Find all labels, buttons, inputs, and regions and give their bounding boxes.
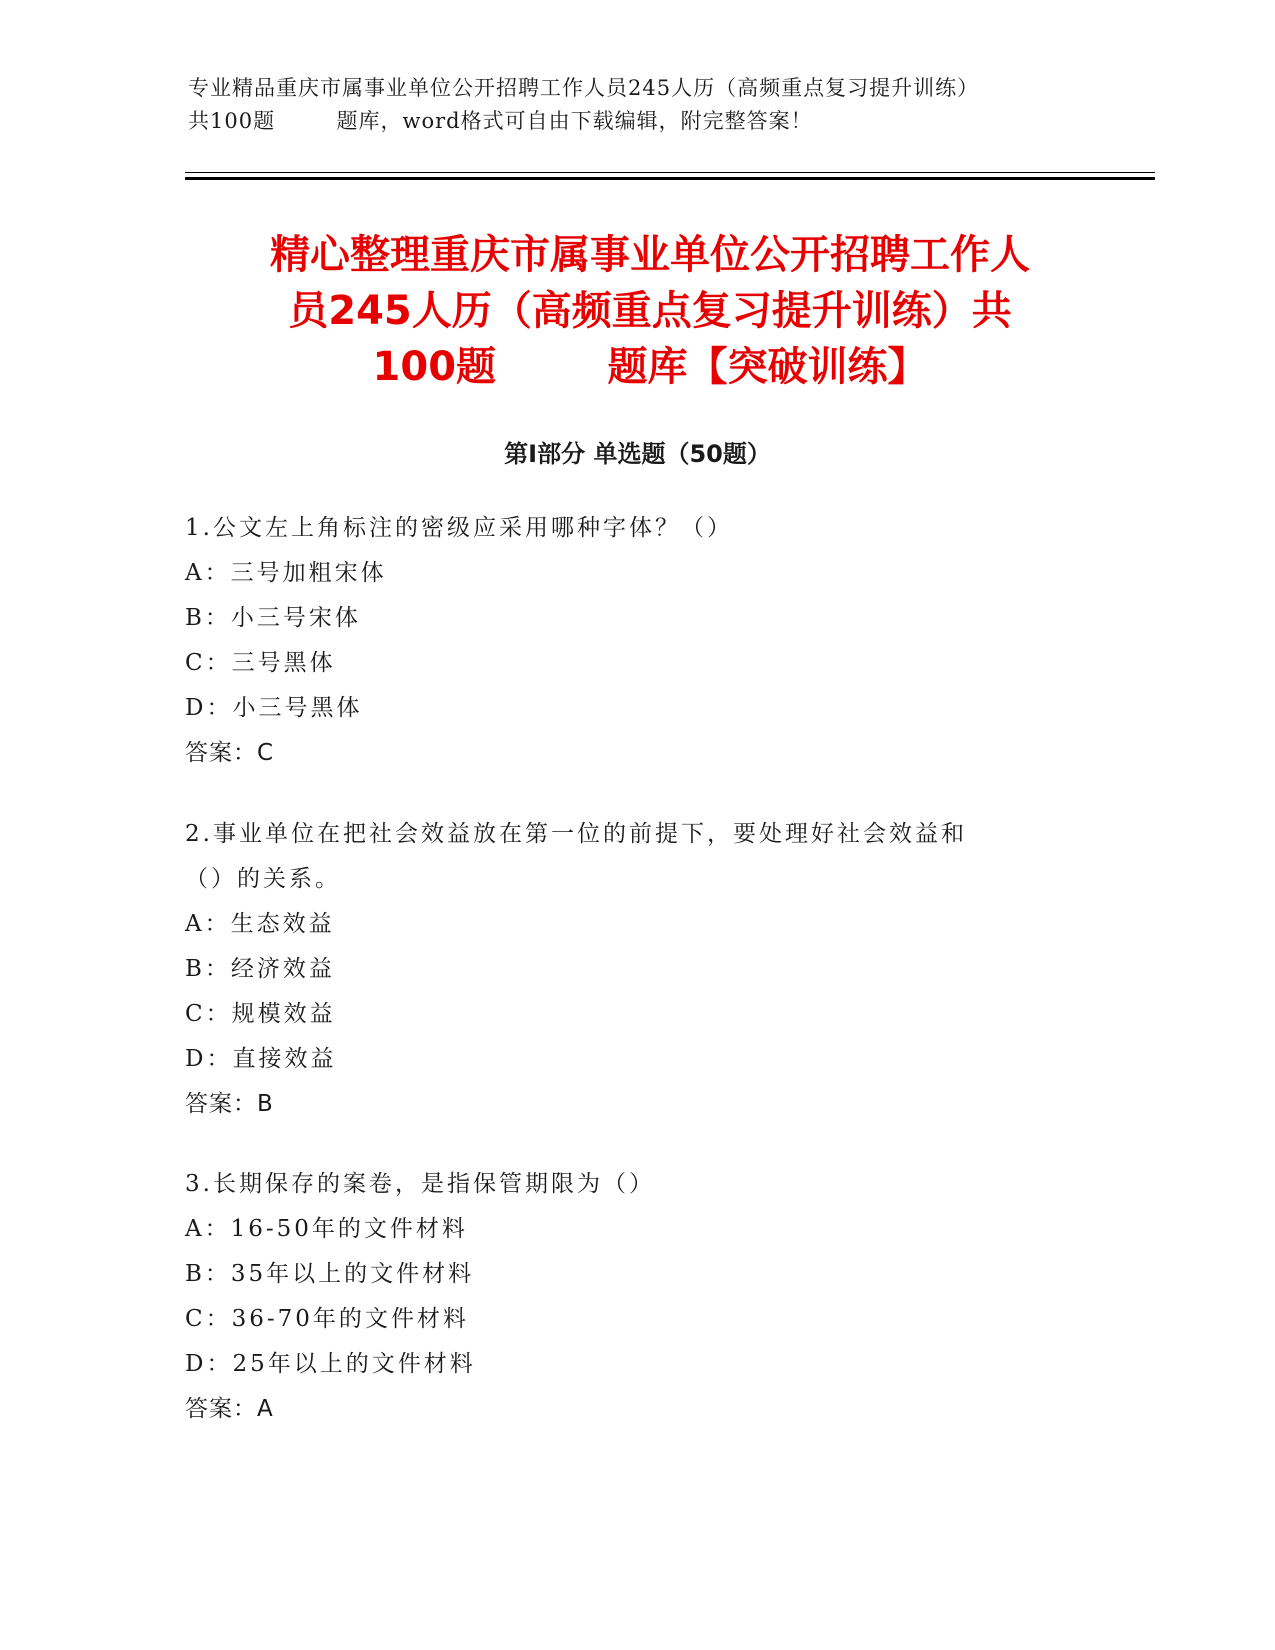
header-line-1: 专业精品重庆市属事业单位公开招聘工作人员245人历（高频重点复习提升训练） — [188, 76, 980, 100]
section-heading: 第Ⅰ部分 单选题（50题） — [504, 440, 771, 468]
header-rule-thick — [185, 177, 1155, 180]
title-line-3: 100题 题库【突破训练】 — [372, 344, 928, 390]
option-b: B：小三号宋体 — [185, 605, 361, 631]
option-c: C：36-70年的文件材料 — [185, 1306, 469, 1332]
question-stem: 1.公文左上角标注的密级应采用哪种字体？（） — [185, 515, 733, 541]
question-stem: 2.事业单位在把社会效益放在第一位的前提下，要处理好社会效益和 — [185, 821, 967, 847]
question-3 — [185, 1162, 1085, 1432]
option-b: B：经济效益 — [185, 956, 335, 982]
option-d: D：小三号黑体 — [185, 695, 363, 721]
answer: 答案：B — [185, 1091, 274, 1117]
option-d: D：直接效益 — [185, 1046, 337, 1072]
document-title — [150, 227, 1150, 395]
header-rule-thin — [185, 172, 1155, 173]
option-a: A：三号加粗宋体 — [185, 560, 387, 586]
option-c: C：三号黑体 — [185, 650, 336, 676]
title-line-2: 员245人历（高频重点复习提升训练）共 — [288, 288, 1012, 334]
question-stem: 3.长期保存的案卷，是指保管期限为（） — [185, 1171, 655, 1197]
option-c: C：规模效益 — [185, 1001, 336, 1027]
question-stem-continued: （）的关系。 — [185, 866, 341, 892]
option-d: D：25年以上的文件材料 — [185, 1351, 476, 1377]
question-1 — [185, 506, 1085, 776]
question-2 — [185, 812, 1085, 1127]
title-line-1: 精心整理重庆市属事业单位公开招聘工作人 — [270, 232, 1030, 278]
option-b: B：35年以上的文件材料 — [185, 1261, 475, 1287]
option-a: A：生态效益 — [185, 911, 335, 937]
header-line-2: 共100题 题库，word格式可自由下载编辑，附完整答案！ — [188, 109, 813, 133]
document-header — [188, 72, 1088, 138]
answer: 答案：C — [185, 740, 275, 766]
option-a: A：16-50年的文件材料 — [185, 1216, 468, 1242]
answer: 答案：A — [185, 1396, 274, 1422]
